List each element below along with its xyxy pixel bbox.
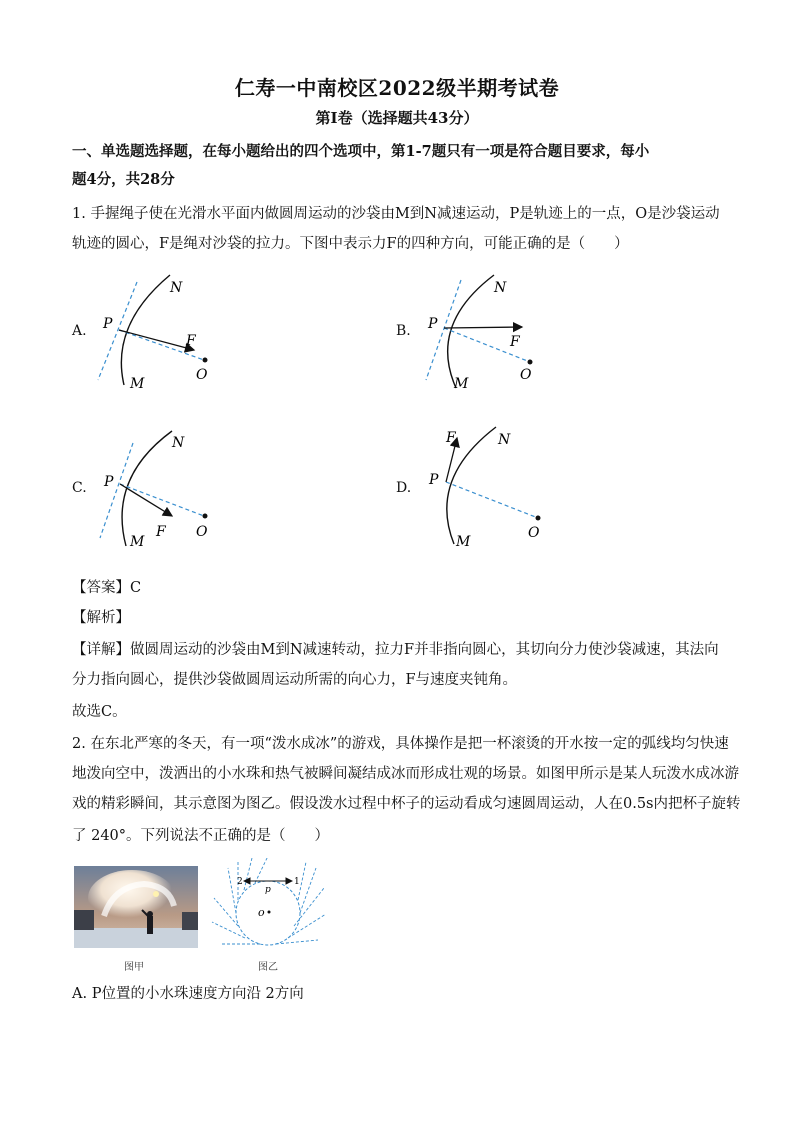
label-p: P — [428, 316, 438, 332]
q2-stem-line4: 了 240°。下列说法不正确的是（ ） — [72, 828, 330, 844]
label-n: N — [170, 280, 183, 296]
q1-stem-line1: 1. 手握绳子使在光滑水平面内做圆周运动的沙袋由M到N减速运动，P是轨迹上的一点，O是沙袋运动 — [72, 206, 720, 222]
splash-photo-image — [74, 866, 198, 948]
tangent-line — [100, 443, 133, 538]
label-m: M — [130, 534, 145, 550]
q1-stem-line2: 轨迹的圆心，F是绳对沙袋的拉力。下图中表示力F的四种方向，可能正确的是（ ） — [72, 236, 629, 252]
force-arrow — [119, 330, 194, 350]
q2-stem-line2: 地泼向空中，泼洒出的小水珠和热气被瞬间凝结成冰而形成壮观的场景。如图甲所示是某人玩泼水成冰游 — [72, 766, 739, 782]
q1-detail-line1: 【详解】做圆周运动的沙袋由M到N减速转动，拉力F并非指向圆心，其切向分力使沙袋减速，其法向 — [72, 642, 719, 658]
diagram-option-d — [414, 424, 564, 552]
label-direction-2: 2 — [237, 877, 243, 887]
option-b-label: B. — [396, 323, 411, 339]
label-o: O — [520, 367, 532, 383]
label-p: P — [104, 474, 114, 490]
center-point — [536, 516, 541, 521]
q1-analysis-heading: 【解析】 — [72, 610, 130, 626]
label-f: F — [510, 334, 520, 350]
trajectory-arc — [121, 275, 170, 385]
label-f: F — [186, 333, 196, 349]
caption-figure-b: 图乙 — [258, 962, 278, 973]
radius-line — [120, 484, 204, 516]
radius-line — [446, 482, 538, 518]
label-m: M — [456, 534, 471, 550]
force-arrow — [444, 327, 522, 328]
diagram-option-a — [90, 270, 240, 395]
caption-figure-a: 图甲 — [124, 962, 144, 973]
center-point — [203, 358, 208, 363]
diagram-option-b — [414, 270, 564, 395]
center-point — [203, 514, 208, 519]
label-direction-1: 1 — [294, 877, 300, 887]
option-c-label: C. — [72, 480, 87, 496]
diagram-figure-b — [210, 858, 328, 952]
label-o: O — [196, 367, 208, 383]
option-a-label: A. — [72, 323, 87, 339]
splash-photo — [74, 866, 198, 948]
force-arrow — [120, 484, 172, 516]
tangent-spray-lines — [212, 858, 326, 944]
label-o: o — [258, 906, 265, 919]
label-m: M — [130, 376, 145, 392]
label-o: O — [528, 525, 540, 541]
section-heading: 第Ⅰ卷（选择题共43分） — [315, 109, 479, 127]
q1-detail-line2: 分力指向圆心，提供沙袋做圆周运动所需的向心力，F与速度夹钝角。 — [72, 672, 518, 688]
label-f: F — [156, 524, 166, 540]
label-n: N — [494, 280, 507, 296]
q2-option-a: A. P位置的小水珠速度方向沿 2方向 — [72, 986, 304, 1002]
q1-answer: 【答案】C — [72, 580, 142, 596]
q2-stem-line3: 戏的精彩瞬间，其示意图为图乙。假设泼水过程中杯子的运动看成匀速圆周运动，人在0.5s内把杯子旋转 — [72, 796, 741, 812]
page-title: 仁寿一中南校区2022级半期考试卷 — [234, 76, 560, 100]
label-m: M — [454, 376, 469, 392]
q2-stem-line1: 2. 在东北严寒的冬天，有一项“泼水成冰”的游戏，具体操作是把一杯滚烫的开水按一定的弧线均匀快速 — [72, 736, 729, 752]
label-f: F — [446, 430, 456, 446]
label-p: P — [429, 472, 439, 488]
trajectory-arc — [448, 275, 494, 388]
section1-instructions-line1: 一、单选题选择题，在每小题给出的四个选项中，第1-7题只有一项是符合题目要求，每小 — [72, 143, 650, 160]
label-p: p — [265, 885, 271, 895]
section1-instructions-line2: 题4分，共28分 — [72, 171, 175, 188]
label-o: O — [196, 524, 208, 540]
center-point — [268, 911, 271, 914]
center-point — [528, 360, 533, 365]
q1-conclusion: 故选C。 — [72, 704, 127, 720]
diagram-option-c — [90, 428, 240, 553]
label-n: N — [498, 432, 511, 448]
option-d-label: D. — [396, 480, 412, 496]
label-n: N — [172, 435, 185, 451]
label-p: P — [103, 316, 113, 332]
